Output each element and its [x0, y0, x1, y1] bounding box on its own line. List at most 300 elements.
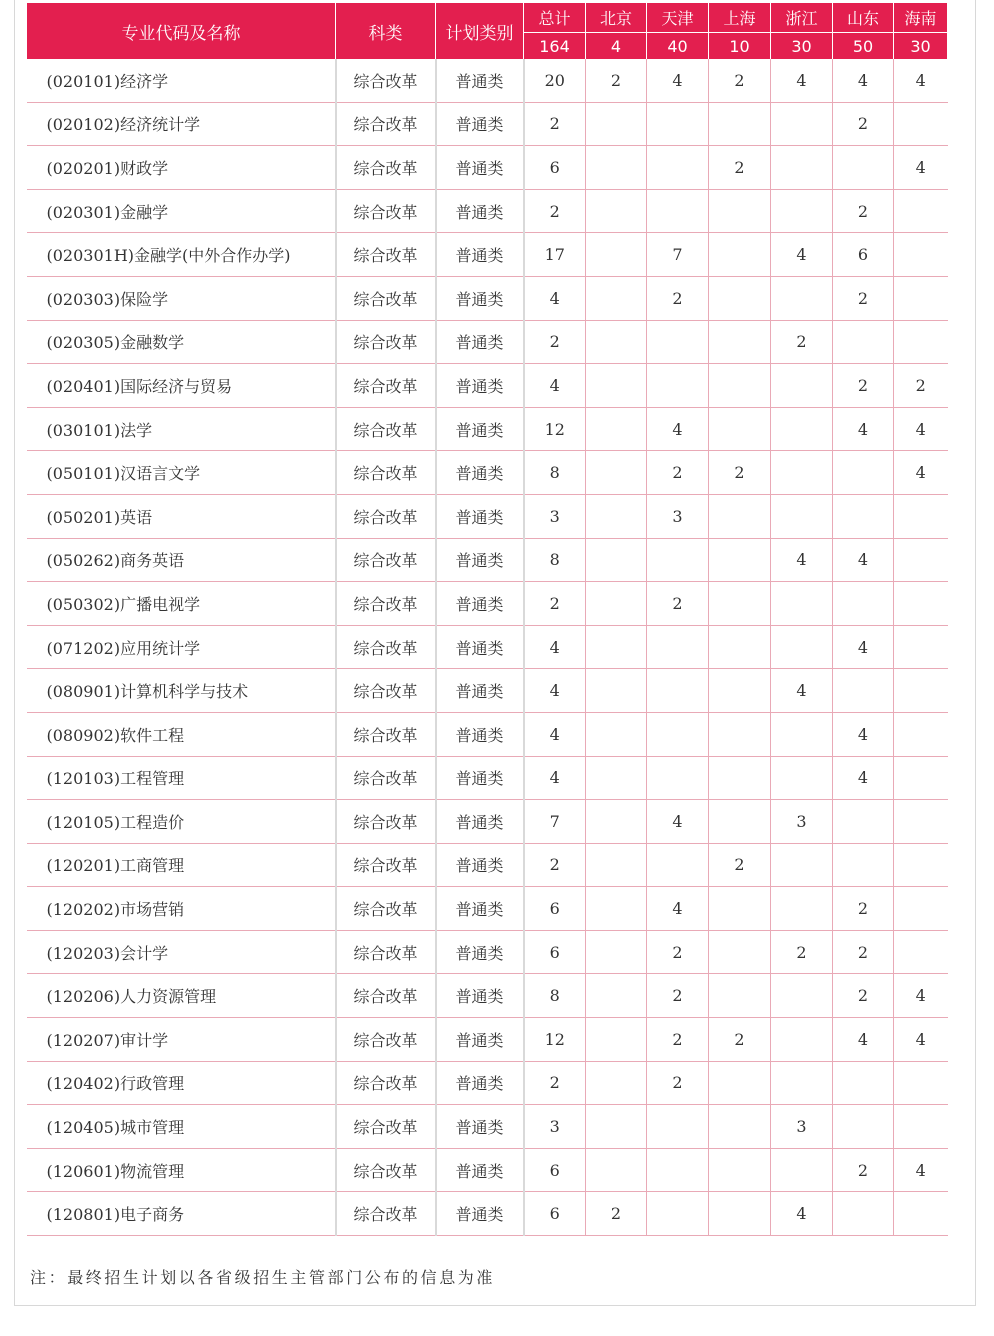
table-row	[27, 276, 948, 320]
cell-beijing	[586, 320, 647, 364]
cell-major-name: (120203)会计学	[27, 930, 336, 974]
cell-plan-type: 普通类	[436, 625, 524, 669]
table-row	[27, 320, 948, 364]
cell-category: 综合改革	[336, 102, 436, 146]
cell-hainan: 4	[894, 59, 948, 102]
table-body	[27, 59, 948, 1236]
cell-tianjin: 2	[647, 974, 709, 1018]
cell-tianjin	[647, 538, 709, 582]
cell-hainan	[894, 930, 948, 974]
cell-major-name: (020301)金融学	[27, 189, 336, 233]
cell-category: 综合改革	[336, 233, 436, 277]
cell-shanghai	[709, 189, 771, 233]
cell-beijing	[586, 538, 647, 582]
cell-zhejiang	[771, 1061, 833, 1105]
cell-major-name: (120201)工商管理	[27, 843, 336, 887]
cell-shanghai	[709, 756, 771, 800]
cell-tianjin	[647, 756, 709, 800]
header-province-name: 上海	[709, 3, 771, 33]
cell-shanghai	[709, 712, 771, 756]
cell-shandong	[833, 320, 894, 364]
cell-category: 综合改革	[336, 189, 436, 233]
cell-shandong	[833, 843, 894, 887]
cell-total: 8	[524, 451, 586, 495]
cell-major-name: (120402)行政管理	[27, 1061, 336, 1105]
cell-hainan	[894, 843, 948, 887]
cell-shanghai	[709, 276, 771, 320]
cell-category: 综合改革	[336, 1018, 436, 1062]
cell-major-name: (020303)保险学	[27, 276, 336, 320]
header-province-count: 4	[586, 33, 647, 60]
header-province-name: 海南	[894, 3, 948, 33]
cell-shanghai	[709, 364, 771, 408]
cell-shanghai	[709, 974, 771, 1018]
cell-beijing	[586, 1105, 647, 1149]
cell-shanghai: 2	[709, 1018, 771, 1062]
table-row	[27, 189, 948, 233]
cell-major-name: (050101)汉语言文学	[27, 451, 336, 495]
enrollment-plan-table	[26, 3, 948, 1236]
cell-total: 4	[524, 276, 586, 320]
cell-total: 8	[524, 974, 586, 1018]
cell-tianjin: 4	[647, 887, 709, 931]
cell-total: 2	[524, 189, 586, 233]
cell-hainan	[894, 582, 948, 626]
cell-total: 2	[524, 582, 586, 626]
cell-total: 4	[524, 364, 586, 408]
cell-shanghai	[709, 233, 771, 277]
cell-zhejiang	[771, 451, 833, 495]
cell-beijing	[586, 756, 647, 800]
cell-hainan	[894, 712, 948, 756]
cell-category: 综合改革	[336, 494, 436, 538]
cell-shanghai	[709, 320, 771, 364]
cell-shanghai: 2	[709, 59, 771, 102]
cell-category: 综合改革	[336, 276, 436, 320]
header-major: 专业代码及名称	[27, 3, 336, 59]
cell-category: 综合改革	[336, 146, 436, 190]
cell-total: 12	[524, 1018, 586, 1062]
table-row	[27, 451, 948, 495]
cell-beijing	[586, 233, 647, 277]
cell-beijing	[586, 669, 647, 713]
cell-zhejiang	[771, 494, 833, 538]
cell-tianjin: 7	[647, 233, 709, 277]
cell-shandong	[833, 1105, 894, 1149]
cell-zhejiang: 4	[771, 538, 833, 582]
cell-zhejiang	[771, 189, 833, 233]
cell-category: 综合改革	[336, 1061, 436, 1105]
table-row	[27, 233, 948, 277]
cell-tianjin	[647, 320, 709, 364]
cell-major-name: (050302)广播电视学	[27, 582, 336, 626]
cell-tianjin	[647, 625, 709, 669]
cell-major-name: (020201)财政学	[27, 146, 336, 190]
table-row	[27, 800, 948, 844]
cell-beijing	[586, 582, 647, 626]
cell-shandong	[833, 582, 894, 626]
cell-hainan	[894, 102, 948, 146]
cell-shandong: 2	[833, 930, 894, 974]
cell-hainan	[894, 1061, 948, 1105]
cell-shanghai	[709, 538, 771, 582]
cell-total: 4	[524, 625, 586, 669]
cell-plan-type: 普通类	[436, 538, 524, 582]
cell-total: 7	[524, 800, 586, 844]
cell-total: 6	[524, 930, 586, 974]
cell-major-name: (050262)商务英语	[27, 538, 336, 582]
cell-hainan: 4	[894, 146, 948, 190]
header-province-count: 30	[771, 33, 833, 60]
cell-beijing	[586, 974, 647, 1018]
cell-plan-type: 普通类	[436, 800, 524, 844]
table-header	[27, 3, 948, 59]
table-row	[27, 712, 948, 756]
cell-plan-type: 普通类	[436, 756, 524, 800]
cell-zhejiang	[771, 756, 833, 800]
cell-plan-type: 普通类	[436, 887, 524, 931]
cell-shanghai	[709, 102, 771, 146]
cell-total: 2	[524, 1061, 586, 1105]
cell-beijing	[586, 800, 647, 844]
cell-category: 综合改革	[336, 1105, 436, 1149]
cell-category: 综合改革	[336, 930, 436, 974]
cell-shandong	[833, 1192, 894, 1236]
cell-tianjin	[647, 146, 709, 190]
cell-major-name: (120105)工程造价	[27, 800, 336, 844]
table-row	[27, 582, 948, 626]
cell-hainan	[894, 1192, 948, 1236]
header-category: 科类	[336, 3, 436, 59]
cell-tianjin	[647, 102, 709, 146]
cell-hainan: 4	[894, 1148, 948, 1192]
cell-beijing	[586, 1061, 647, 1105]
cell-zhejiang	[771, 102, 833, 146]
cell-plan-type: 普通类	[436, 407, 524, 451]
cell-shandong: 4	[833, 625, 894, 669]
table-row	[27, 625, 948, 669]
cell-beijing	[586, 712, 647, 756]
cell-hainan	[894, 887, 948, 931]
cell-tianjin: 4	[647, 59, 709, 102]
cell-total: 4	[524, 712, 586, 756]
cell-plan-type: 普通类	[436, 712, 524, 756]
cell-plan-type: 普通类	[436, 1148, 524, 1192]
cell-tianjin	[647, 1192, 709, 1236]
cell-major-name: (080902)软件工程	[27, 712, 336, 756]
cell-category: 综合改革	[336, 712, 436, 756]
cell-beijing	[586, 843, 647, 887]
cell-category: 综合改革	[336, 538, 436, 582]
cell-shandong	[833, 146, 894, 190]
cell-plan-type: 普通类	[436, 320, 524, 364]
cell-shanghai	[709, 800, 771, 844]
cell-total: 3	[524, 1105, 586, 1149]
cell-plan-type: 普通类	[436, 494, 524, 538]
cell-major-name: (020305)金融数学	[27, 320, 336, 364]
table-row	[27, 1105, 948, 1149]
cell-shandong: 2	[833, 1148, 894, 1192]
cell-shandong: 6	[833, 233, 894, 277]
cell-shandong: 4	[833, 1018, 894, 1062]
cell-tianjin: 4	[647, 407, 709, 451]
cell-shandong	[833, 451, 894, 495]
cell-category: 综合改革	[336, 887, 436, 931]
cell-tianjin	[647, 1105, 709, 1149]
cell-category: 综合改革	[336, 451, 436, 495]
cell-plan-type: 普通类	[436, 582, 524, 626]
cell-beijing: 2	[586, 59, 647, 102]
table-row	[27, 930, 948, 974]
cell-shandong: 4	[833, 538, 894, 582]
cell-beijing	[586, 451, 647, 495]
table-row	[27, 102, 948, 146]
header-province-name: 浙江	[771, 3, 833, 33]
cell-shanghai	[709, 407, 771, 451]
cell-category: 综合改革	[336, 320, 436, 364]
cell-tianjin: 2	[647, 276, 709, 320]
cell-shandong	[833, 669, 894, 713]
cell-tianjin: 2	[647, 582, 709, 626]
cell-plan-type: 普通类	[436, 1192, 524, 1236]
cell-zhejiang	[771, 843, 833, 887]
cell-category: 综合改革	[336, 974, 436, 1018]
cell-total: 2	[524, 843, 586, 887]
cell-category: 综合改革	[336, 800, 436, 844]
cell-zhejiang	[771, 887, 833, 931]
cell-total: 12	[524, 407, 586, 451]
cell-tianjin	[647, 364, 709, 408]
cell-shandong: 2	[833, 276, 894, 320]
cell-beijing	[586, 930, 647, 974]
cell-hainan: 4	[894, 1018, 948, 1062]
cell-total: 6	[524, 887, 586, 931]
cell-zhejiang	[771, 1148, 833, 1192]
cell-major-name: (020102)经济统计学	[27, 102, 336, 146]
cell-category: 综合改革	[336, 843, 436, 887]
table-row	[27, 538, 948, 582]
cell-beijing	[586, 625, 647, 669]
table-row	[27, 669, 948, 713]
table-row	[27, 887, 948, 931]
cell-major-name: (120202)市场营销	[27, 887, 336, 931]
header-province-name: 天津	[647, 3, 709, 33]
cell-total: 6	[524, 1148, 586, 1192]
cell-shandong: 2	[833, 364, 894, 408]
cell-shandong: 2	[833, 974, 894, 1018]
cell-shanghai	[709, 625, 771, 669]
cell-plan-type: 普通类	[436, 930, 524, 974]
cell-zhejiang: 2	[771, 930, 833, 974]
cell-hainan	[894, 538, 948, 582]
cell-hainan: 4	[894, 974, 948, 1018]
cell-major-name: (030101)法学	[27, 407, 336, 451]
cell-beijing	[586, 407, 647, 451]
cell-total: 20	[524, 59, 586, 102]
cell-major-name: (120801)电子商务	[27, 1192, 336, 1236]
cell-major-name: (080901)计算机科学与技术	[27, 669, 336, 713]
table-row	[27, 1061, 948, 1105]
cell-tianjin	[647, 189, 709, 233]
cell-zhejiang	[771, 146, 833, 190]
cell-hainan: 4	[894, 451, 948, 495]
cell-shandong: 4	[833, 756, 894, 800]
cell-category: 综合改革	[336, 1192, 436, 1236]
cell-beijing: 2	[586, 1192, 647, 1236]
cell-tianjin	[647, 712, 709, 756]
cell-zhejiang: 4	[771, 233, 833, 277]
cell-tianjin: 2	[647, 1061, 709, 1105]
cell-category: 综合改革	[336, 756, 436, 800]
cell-hainan	[894, 276, 948, 320]
cell-zhejiang	[771, 582, 833, 626]
cell-total: 4	[524, 669, 586, 713]
cell-total: 6	[524, 146, 586, 190]
cell-shandong: 4	[833, 407, 894, 451]
cell-beijing	[586, 1148, 647, 1192]
table-row	[27, 1148, 948, 1192]
cell-shandong: 2	[833, 887, 894, 931]
cell-hainan	[894, 320, 948, 364]
table-row	[27, 843, 948, 887]
cell-shandong: 2	[833, 102, 894, 146]
cell-beijing	[586, 189, 647, 233]
table-row	[27, 59, 948, 102]
cell-zhejiang: 3	[771, 1105, 833, 1149]
cell-shandong: 2	[833, 189, 894, 233]
header-province-count: 10	[709, 33, 771, 60]
table-row	[27, 1018, 948, 1062]
table-row	[27, 407, 948, 451]
cell-category: 综合改革	[336, 625, 436, 669]
header-province-count: 50	[833, 33, 894, 60]
cell-zhejiang	[771, 407, 833, 451]
cell-category: 综合改革	[336, 582, 436, 626]
cell-major-name: (020101)经济学	[27, 59, 336, 102]
header-province-name: 北京	[586, 3, 647, 33]
cell-plan-type: 普通类	[436, 276, 524, 320]
cell-shanghai	[709, 669, 771, 713]
cell-zhejiang	[771, 364, 833, 408]
cell-shanghai	[709, 582, 771, 626]
cell-category: 综合改革	[336, 407, 436, 451]
cell-hainan	[894, 669, 948, 713]
cell-total: 6	[524, 1192, 586, 1236]
cell-major-name: (120405)城市管理	[27, 1105, 336, 1149]
table-row	[27, 364, 948, 408]
cell-plan-type: 普通类	[436, 1018, 524, 1062]
cell-beijing	[586, 1018, 647, 1062]
cell-major-name: (120206)人力资源管理	[27, 974, 336, 1018]
cell-tianjin: 3	[647, 494, 709, 538]
cell-plan-type: 普通类	[436, 843, 524, 887]
cell-plan-type: 普通类	[436, 233, 524, 277]
cell-tianjin: 2	[647, 930, 709, 974]
cell-hainan	[894, 233, 948, 277]
cell-total: 17	[524, 233, 586, 277]
cell-zhejiang	[771, 276, 833, 320]
table-row	[27, 146, 948, 190]
cell-hainan: 2	[894, 364, 948, 408]
table-row	[27, 756, 948, 800]
table-row	[27, 494, 948, 538]
header-province-count: 164	[524, 33, 586, 60]
cell-zhejiang: 4	[771, 1192, 833, 1236]
cell-shanghai: 2	[709, 843, 771, 887]
cell-shanghai: 2	[709, 146, 771, 190]
cell-shanghai	[709, 887, 771, 931]
cell-tianjin: 2	[647, 451, 709, 495]
cell-major-name: (120103)工程管理	[27, 756, 336, 800]
cell-beijing	[586, 102, 647, 146]
cell-major-name: (071202)应用统计学	[27, 625, 336, 669]
cell-total: 3	[524, 494, 586, 538]
cell-plan-type: 普通类	[436, 189, 524, 233]
cell-beijing	[586, 146, 647, 190]
cell-shanghai	[709, 1105, 771, 1149]
footnote: 注：最终招生计划以各省级招生主管部门公布的信息为准	[30, 1268, 496, 1287]
cell-hainan	[894, 756, 948, 800]
cell-plan-type: 普通类	[436, 59, 524, 102]
cell-shandong: 4	[833, 712, 894, 756]
cell-shandong: 4	[833, 59, 894, 102]
cell-category: 综合改革	[336, 59, 436, 102]
cell-category: 综合改革	[336, 364, 436, 408]
cell-zhejiang: 3	[771, 800, 833, 844]
cell-zhejiang	[771, 712, 833, 756]
cell-plan-type: 普通类	[436, 146, 524, 190]
cell-total: 2	[524, 102, 586, 146]
cell-shanghai	[709, 1148, 771, 1192]
cell-plan-type: 普通类	[436, 1061, 524, 1105]
cell-plan-type: 普通类	[436, 364, 524, 408]
cell-beijing	[586, 276, 647, 320]
cell-plan-type: 普通类	[436, 1105, 524, 1149]
cell-total: 2	[524, 320, 586, 364]
table-row	[27, 1192, 948, 1236]
cell-tianjin	[647, 843, 709, 887]
cell-tianjin: 2	[647, 1018, 709, 1062]
cell-zhejiang: 4	[771, 59, 833, 102]
cell-zhejiang: 2	[771, 320, 833, 364]
header-province-name: 山东	[833, 3, 894, 33]
cell-category: 综合改革	[336, 669, 436, 713]
cell-total: 8	[524, 538, 586, 582]
cell-major-name: (050201)英语	[27, 494, 336, 538]
table-row	[27, 974, 948, 1018]
cell-plan-type: 普通类	[436, 669, 524, 713]
cell-tianjin: 4	[647, 800, 709, 844]
cell-shandong	[833, 1061, 894, 1105]
cell-hainan	[894, 189, 948, 233]
header-province-name: 总计	[524, 3, 586, 33]
cell-tianjin	[647, 1148, 709, 1192]
cell-shanghai	[709, 1061, 771, 1105]
cell-major-name: (020301H)金融学(中外合作办学)	[27, 233, 336, 277]
cell-tianjin	[647, 669, 709, 713]
cell-shanghai: 2	[709, 451, 771, 495]
cell-total: 4	[524, 756, 586, 800]
cell-major-name: (120601)物流管理	[27, 1148, 336, 1192]
cell-major-name: (020401)国际经济与贸易	[27, 364, 336, 408]
cell-zhejiang	[771, 625, 833, 669]
cell-hainan	[894, 800, 948, 844]
cell-zhejiang	[771, 1018, 833, 1062]
cell-plan-type: 普通类	[436, 974, 524, 1018]
cell-plan-type: 普通类	[436, 451, 524, 495]
cell-beijing	[586, 887, 647, 931]
cell-shanghai	[709, 930, 771, 974]
